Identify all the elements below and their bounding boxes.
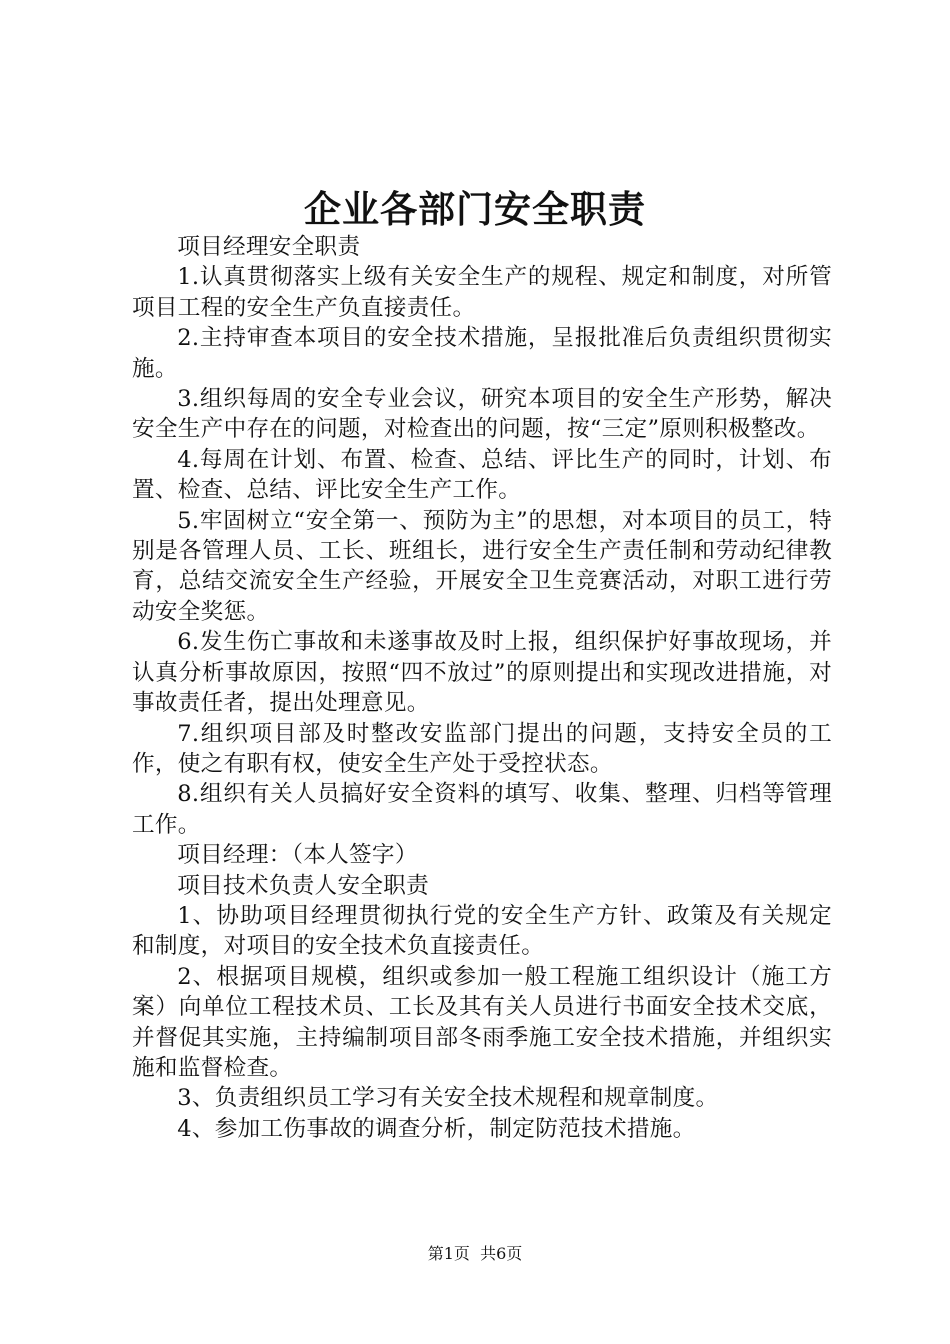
- paragraph: 项目技术负责人安全职责: [177, 872, 430, 899]
- paragraph: 6.发生伤亡事故和未遂事故及时上报，组织保护好事故现场，并认真分析事故原因，按照“四不放过”的原则提出和实现改进措施，对事故责任者，提出处理意见。: [132, 629, 832, 717]
- document-title: 企业各部门安全职责: [304, 187, 646, 231]
- paragraph: 4.每周在计划、布置、检查、总结、评比生产的同时，计划、布置、检查、总结、评比安全生产工作。: [132, 446, 832, 504]
- paragraph: 7.组织项目部及时整改安监部门提出的问题，支持安全员的工作，使之有职有权，使安全生产处于受控状态。: [132, 720, 832, 777]
- page-footer: [0, 1243, 950, 1265]
- paragraph: 项目经理：（本人签字）: [177, 842, 418, 869]
- paragraph: 2、根据项目规模，组织或参加一般工程施工组织设计（施工方案）向单位工程技术员、工长及其有关人员进行书面安全技术交底，并督促其实施，主持编制项目部冬雨季施工安全技术措施，并组织实施和监督检查。: [132, 963, 832, 1081]
- paragraph: 8.组织有关人员搞好安全资料的填写、收集、整理、归档等管理工作。: [132, 781, 832, 838]
- paragraph: 4、参加工伤事故的调查分析，制定防范技术措施。: [177, 1115, 696, 1142]
- page-number: 第1页 共6页: [427, 1244, 523, 1263]
- paragraph: 项目经理安全职责: [177, 234, 361, 260]
- document-body: [132, 232, 832, 1144]
- paragraph: 1、协助项目经理贯彻执行党的安全生产方针、政策及有关规定和制度，对项目的安全技术负直接责任。: [132, 902, 832, 960]
- paragraph: 3.组织每周的安全专业会议，研究本项目的安全生产形势，解决安全生产中存在的问题，对检查出的问题，按“三定”原则积极整改。: [132, 386, 832, 443]
- paragraph: 5.牢固树立“安全第一、预防为主”的思想，对本项目的员工，特别是各管理人员、工长、班组长，进行安全生产责任制和劳动纪律教育，总结交流安全生产经验，开展安全卫生竞赛活动，对职工进行劳动安全奖惩。: [132, 507, 832, 625]
- paragraph: 2.主持审查本项目的安全技术措施，呈报批准后负责组织贯彻实施。: [132, 325, 832, 382]
- paragraph: 3、负责组织员工学习有关安全技术规程和规章制度。: [177, 1085, 719, 1112]
- paragraph: 1.认真贯彻落实上级有关安全生产的规程、规定和制度，对所管项目工程的安全生产负直接责任。: [132, 264, 832, 321]
